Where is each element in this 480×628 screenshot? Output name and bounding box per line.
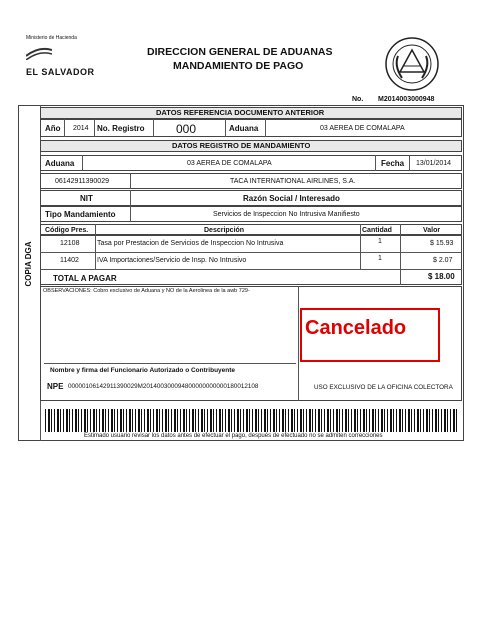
row-cantidad: 1 [378,238,382,245]
document-title: DIRECCION GENERAL DE ADUANAS [147,46,333,58]
divider [40,269,462,270]
divider [298,286,299,401]
oficina-label: USO EXCLUSIVO DE LA OFICINA COLECTORA [314,384,453,391]
divider [130,206,131,222]
fecha-value: 13/01/2014 [416,160,452,167]
items-header-codigo: Código Pres. [45,227,89,234]
divider [95,224,96,269]
cancelado-stamp [300,308,440,362]
ref-section-title: DATOS REFERENCIA DOCUMENTO ANTERIOR [156,108,325,117]
coat-of-arms-icon [384,36,440,97]
row-descripcion: Tasa por Prestacion de Servicios de Inspeccion No Intrusiva [97,240,284,247]
tipo-label: Tipo Mandamiento [45,210,116,219]
signature-line [44,363,296,364]
observaciones-text: OBSERVACIONES: Cobro exclusivo de Aduana y NO de la Aerolinea de la awb 729- [43,288,250,294]
total-label: TOTAL A PAGAR [53,274,117,283]
divider [409,155,410,171]
divider [40,252,462,253]
row-valor: $ 2.07 [433,257,453,264]
footer-note: Estimado usuario revisar los datos antes de efectuar el pago, después de efectuado no se admiten correcciones [84,433,383,439]
row-codigo: 12108 [60,240,80,247]
document-number-label: No. [352,96,364,103]
registro-value: 000 [176,122,197,136]
anio-value: 2014 [73,125,89,132]
registro-label: No. Registro [97,124,145,133]
divider [153,119,154,137]
document-number: M2014003000948 [378,96,435,103]
firma-label: Nombre y firma del Funcionario Autorizado o Contribuyente [50,367,236,374]
ministry-logo [22,32,102,82]
row-cantidad: 1 [378,255,382,262]
side-label-container [18,230,40,300]
razon-label: Razón Social / Interesado [243,194,340,203]
nit-value: 06142911390029 [55,178,109,185]
reg-aduana-value: 03 AEREA DE COMALAPA [187,160,272,167]
ref-aduana-value: 03 AEREA DE COMALAPA [320,125,405,132]
npe-value: 00000106142911390029M201400300094800000000000180012108 [68,383,259,390]
flag-stripes-icon [26,46,52,60]
tipo-value: Servicios de Inspeccion No Intrusiva Manifiesto [213,211,360,218]
divider [64,119,65,137]
divider [360,224,361,269]
divider [130,190,131,206]
divider [130,173,131,189]
items-header-descripcion: Descripción [204,227,245,234]
divider [375,155,376,171]
side-label: COPIA DGA [24,241,33,287]
divider [94,119,95,137]
items-table-header [40,224,462,235]
npe-label: NPE [47,382,64,391]
total-value: $ 18.00 [428,272,455,281]
razon-value: TACA INTERNATIONAL AIRLINES, S.A. [230,178,356,185]
row-descripcion: IVA Importaciones/Servicio de Insp. No Intrusivo [97,257,247,264]
divider [265,119,266,137]
reg-aduana-label: Aduana [45,159,75,168]
nit-label: NIT [80,194,93,203]
divider [400,224,401,285]
ref-aduana-label: Aduana [229,124,259,133]
divider [225,119,226,137]
reg-section-title: DATOS REGISTRO DE MANDAMIENTO [172,141,311,150]
row-valor: $ 15.93 [430,240,454,247]
row-codigo: 11402 [60,257,79,264]
cancelado-stamp-text: Cancelado [305,317,407,339]
country-name: EL SALVADOR [26,67,95,77]
document-subtitle: MANDAMIENTO DE PAGO [173,60,304,72]
ministry-name: Ministerio de Hacienda [26,35,77,41]
items-header-cantidad: Cantidad [362,227,392,234]
anio-label: Año [45,124,61,133]
fecha-label: Fecha [381,159,405,168]
items-header-valor: Valor [423,227,441,234]
divider [82,155,83,171]
barcode-icon [45,409,457,432]
